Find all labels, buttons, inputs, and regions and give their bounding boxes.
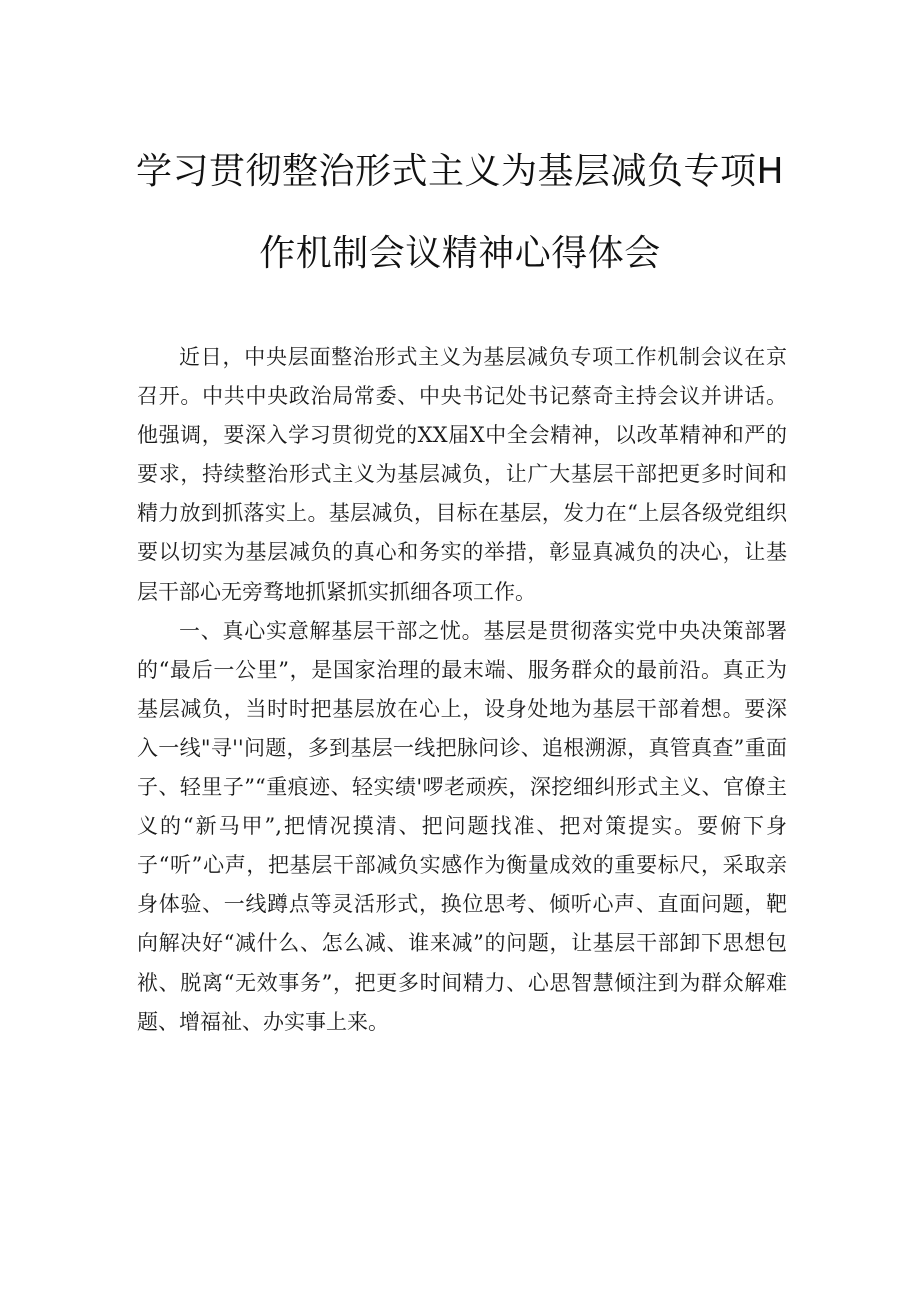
document-body [137,338,787,1042]
paragraph-intro: 近日，中央层面整治形式主义为基层减负专项工作机制会议在京召开。中共中央政治局常委、中央书记处书记蔡奇主持会议并讲话。他强调，要深入学习贯彻党的XX届X中全会精神，以改革精神和严的要求，持续整治形式主义为基层减负，让广大基层干部把更多时间和精力放到抓落实上。基层减负，目标在基层，发力在“上层各级党组织要以切实为基层减负的真心和务实的举措，彰显真减负的决心，让基层干部心无旁骛地抓紧抓实抓细各项工作。 [137,345,787,604]
paragraph-section-1: 一、真心实意解基层干部之忧。基层是贯彻落实党中央决策部署的“最后一公里”，是国家治理的最末端、服务群众的最前沿。真正为基层减负，当时时把基层放在心上，设身处地为基层干部着想。要深入一线"寻''问题，多到基层一线把脉问诊、追根溯源，真管真查”重面子、轻里子”“重痕迹、轻实绩'啰老顽疾，深挖细纠形式主义、官僚主义的“新马甲”,把情况摸清、把问题找准、把对策提实。要俯下身子“听”心声，把基层干部减负实感作为衡量成效的重要标尺，采取亲身体验、一线蹲点等灵活形式，换位思考、倾听心声、直面问题，靶向解决好“减什么、怎么减、谁来减”的问题，让基层干部卸下思想包袱、脱离“无效事务”，把更多时间精力、心思智慧倾注到为群众解难题、增福祉、办实事上来。 [137,618,787,1034]
document-title-line-1: 学习贯彻整治形式主义为基层减负专项H [135,151,785,192]
document-title-line-2: 作机制会议精神心得体会 [259,233,661,274]
